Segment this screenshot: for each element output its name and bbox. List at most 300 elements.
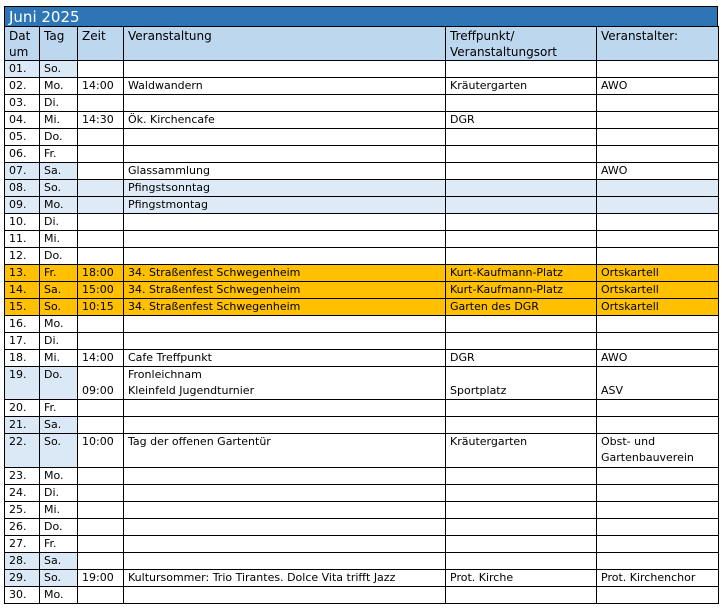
header-tag: Tag <box>40 27 78 61</box>
cell-zeit <box>78 197 124 214</box>
cell-zeit <box>78 129 124 146</box>
date-text: 18. <box>9 351 27 364</box>
cell-ort <box>446 350 597 367</box>
cell-veranstalter <box>597 502 719 519</box>
cell-tag <box>40 536 78 553</box>
cell-veranstalter <box>597 400 719 417</box>
table-row <box>5 61 719 78</box>
table-row <box>5 248 719 265</box>
cell-veranstalter <box>597 570 719 587</box>
organizer-text: Prot. Kirchenchor <box>601 571 696 584</box>
cell-datum <box>5 468 40 485</box>
cell-tag <box>40 214 78 231</box>
cell-ort <box>446 468 597 485</box>
cell-veranstalter <box>597 468 719 485</box>
cell-ort <box>446 248 597 265</box>
weekday-text: Mo. <box>44 588 64 601</box>
date-text: 26. <box>9 520 27 533</box>
cell-veranstalter <box>597 61 719 78</box>
cell-veranstaltung <box>124 434 446 468</box>
weekday-text: Di. <box>44 486 60 499</box>
cell-veranstaltung <box>124 316 446 333</box>
cell-zeit <box>78 265 124 282</box>
cell-datum <box>5 400 40 417</box>
weekday-text: Mo. <box>44 317 64 330</box>
cell-tag <box>40 553 78 570</box>
date-text: 09. <box>9 198 27 211</box>
date-text: 10. <box>9 215 27 228</box>
cell-zeit <box>78 61 124 78</box>
organizer-text: Obst- und <box>601 435 656 448</box>
cell-veranstalter <box>597 536 719 553</box>
cell-veranstaltung <box>124 146 446 163</box>
cell-datum <box>5 282 40 299</box>
table-row <box>5 587 719 604</box>
table-row <box>5 350 719 367</box>
cell-veranstaltung <box>124 536 446 553</box>
cell-datum <box>5 485 40 502</box>
cell-veranstaltung <box>124 519 446 536</box>
cell-tag <box>40 400 78 417</box>
cell-datum <box>5 248 40 265</box>
cell-tag <box>40 146 78 163</box>
cell-datum <box>5 146 40 163</box>
table-row <box>5 434 719 468</box>
date-text: 07. <box>9 164 27 177</box>
cell-tag <box>40 61 78 78</box>
cell-ort <box>446 265 597 282</box>
cell-datum <box>5 265 40 282</box>
organizer-text: AWO <box>601 79 628 92</box>
weekday-text: Sa. <box>44 418 62 431</box>
date-text: 12. <box>9 249 27 262</box>
cell-zeit <box>78 180 124 197</box>
event-text: Waldwandern <box>128 79 203 92</box>
date-text: 13. <box>9 266 27 279</box>
weekday-text: Mi. <box>44 113 61 126</box>
date-text: 14. <box>9 283 27 296</box>
event-text: Glassammlung <box>128 164 210 177</box>
cell-zeit <box>78 78 124 95</box>
cell-tag <box>40 282 78 299</box>
table-row <box>5 519 719 536</box>
date-text: 29. <box>9 571 27 584</box>
table-row <box>5 400 719 417</box>
table-row <box>5 146 719 163</box>
cell-zeit <box>78 502 124 519</box>
organizer-text: AWO <box>601 351 628 364</box>
table-row <box>5 570 719 587</box>
time-text: 14:00 <box>82 351 114 364</box>
cell-zeit <box>78 299 124 316</box>
cell-zeit <box>78 163 124 180</box>
cell-ort <box>446 78 597 95</box>
cell-veranstalter <box>597 485 719 502</box>
cell-veranstaltung <box>124 333 446 350</box>
event-text: Ök. Kirchencafe <box>128 113 215 126</box>
cell-datum <box>5 333 40 350</box>
date-text: 19. <box>9 368 27 381</box>
table-row <box>5 214 719 231</box>
weekday-text: Mo. <box>44 198 64 211</box>
cell-ort <box>446 485 597 502</box>
calendar-sheet <box>4 6 718 604</box>
cell-tag <box>40 333 78 350</box>
weekday-text: Mi. <box>44 351 61 364</box>
cell-veranstaltung <box>124 265 446 282</box>
spacer <box>82 367 119 383</box>
cell-datum <box>5 434 40 468</box>
cell-veranstaltung <box>124 553 446 570</box>
cell-veranstalter <box>597 350 719 367</box>
cell-tag <box>40 519 78 536</box>
cell-veranstaltung <box>124 95 446 112</box>
cell-ort <box>446 502 597 519</box>
cell-zeit <box>78 367 124 400</box>
cell-zeit <box>78 248 124 265</box>
weekday-text: Do. <box>44 368 63 381</box>
cell-tag <box>40 180 78 197</box>
cell-tag <box>40 231 78 248</box>
cell-datum <box>5 231 40 248</box>
cell-ort <box>446 95 597 112</box>
cell-veranstalter <box>597 265 719 282</box>
cell-ort <box>446 61 597 78</box>
cell-veranstaltung <box>124 282 446 299</box>
cell-zeit <box>78 553 124 570</box>
weekday-text: Di. <box>44 215 60 228</box>
time-text: 10:00 <box>82 435 114 448</box>
location-text: Kurt-Kaufmann-Platz <box>450 283 563 296</box>
date-text: 27. <box>9 537 27 550</box>
header-datum: Dat um <box>5 27 40 61</box>
cell-veranstalter <box>597 367 719 400</box>
cell-zeit <box>78 146 124 163</box>
date-text: 22. <box>9 435 27 448</box>
cell-ort <box>446 434 597 468</box>
date-text: 15. <box>9 300 27 313</box>
table-row <box>5 417 719 434</box>
weekday-text: Mi. <box>44 232 61 245</box>
cell-ort <box>446 146 597 163</box>
time-text: 09:00 <box>82 384 114 397</box>
event-rows <box>5 61 719 604</box>
cell-datum <box>5 367 40 400</box>
location-text: Kräutergarten <box>450 79 528 92</box>
cell-veranstalter <box>597 163 719 180</box>
cell-veranstalter <box>597 316 719 333</box>
table-row <box>5 367 719 400</box>
cell-datum <box>5 570 40 587</box>
weekday-text: So. <box>44 435 62 448</box>
organizer-text: Ortskartell <box>601 300 659 313</box>
cell-ort <box>446 282 597 299</box>
event-text: Kultursommer: Trio Tirantes. Dolce Vita trifft Jazz <box>128 571 396 584</box>
table-row <box>5 265 719 282</box>
organizer-text: Ortskartell <box>601 266 659 279</box>
table-row <box>5 316 719 333</box>
date-text: 20. <box>9 401 27 414</box>
cell-veranstaltung <box>124 78 446 95</box>
cell-zeit <box>78 485 124 502</box>
cell-veranstaltung <box>124 587 446 604</box>
cell-veranstaltung <box>124 112 446 129</box>
table-row <box>5 231 719 248</box>
cell-veranstalter <box>597 95 719 112</box>
header-row <box>5 27 719 61</box>
cell-tag <box>40 197 78 214</box>
event-text: Fronleichnam <box>128 368 202 381</box>
weekday-text: Mo. <box>44 79 64 92</box>
date-text: 25. <box>9 503 27 516</box>
cell-tag <box>40 570 78 587</box>
cell-ort <box>446 553 597 570</box>
weekday-text: Sa. <box>44 554 62 567</box>
location-text: DGR <box>450 351 475 364</box>
cell-tag <box>40 163 78 180</box>
cell-zeit <box>78 231 124 248</box>
event-text: Pfingstsonntag <box>128 181 211 194</box>
cell-veranstaltung <box>124 231 446 248</box>
time-text: 15:00 <box>82 283 114 296</box>
location-text: Prot. Kirche <box>450 571 514 584</box>
weekday-text: Fr. <box>44 401 57 414</box>
cell-veranstaltung <box>124 468 446 485</box>
cell-veranstaltung <box>124 350 446 367</box>
table-row <box>5 485 719 502</box>
cell-veranstaltung <box>124 163 446 180</box>
cell-tag <box>40 587 78 604</box>
cell-tag <box>40 434 78 468</box>
weekday-text: Sa. <box>44 164 62 177</box>
cell-veranstaltung <box>124 197 446 214</box>
cell-zeit <box>78 536 124 553</box>
cell-veranstalter <box>597 129 719 146</box>
date-text: 16. <box>9 317 27 330</box>
date-text: 01. <box>9 62 27 75</box>
table-row <box>5 282 719 299</box>
cell-veranstaltung <box>124 180 446 197</box>
cell-zeit <box>78 468 124 485</box>
weekday-text: So. <box>44 300 62 313</box>
organizer-text-secondary: Gartenbauverein <box>601 451 694 464</box>
cell-veranstaltung <box>124 367 446 400</box>
cell-tag <box>40 129 78 146</box>
table-row <box>5 163 719 180</box>
weekday-text: So. <box>44 181 62 194</box>
location-text: DGR <box>450 113 475 126</box>
cell-datum <box>5 536 40 553</box>
cell-datum <box>5 129 40 146</box>
cell-ort <box>446 231 597 248</box>
cell-datum <box>5 163 40 180</box>
table-row <box>5 95 719 112</box>
event-text: Pfingstmontag <box>128 198 209 211</box>
table-row <box>5 502 719 519</box>
cell-datum <box>5 95 40 112</box>
weekday-text: Do. <box>44 520 63 533</box>
date-text: 28. <box>9 554 27 567</box>
cell-tag <box>40 502 78 519</box>
table-row <box>5 536 719 553</box>
header-veranstalter: Veranstalter: <box>597 27 719 61</box>
cell-veranstalter <box>597 180 719 197</box>
weekday-text: Fr. <box>44 266 57 279</box>
cell-veranstaltung <box>124 299 446 316</box>
cell-datum <box>5 502 40 519</box>
cell-veranstaltung <box>124 570 446 587</box>
date-text: 05. <box>9 130 27 143</box>
cell-veranstaltung <box>124 129 446 146</box>
cell-zeit <box>78 214 124 231</box>
event-table <box>4 26 719 604</box>
cell-datum <box>5 214 40 231</box>
date-text: 04. <box>9 113 27 126</box>
cell-zeit <box>78 570 124 587</box>
table-row <box>5 197 719 214</box>
cell-tag <box>40 468 78 485</box>
event-text: 34. Straßenfest Schwegenheim <box>128 300 301 313</box>
cell-veranstalter <box>597 299 719 316</box>
cell-veranstalter <box>597 587 719 604</box>
cell-datum <box>5 350 40 367</box>
date-text: 17. <box>9 334 27 347</box>
event-text: 34. Straßenfest Schwegenheim <box>128 283 301 296</box>
date-text: 03. <box>9 96 27 109</box>
weekday-text: Do. <box>44 249 63 262</box>
cell-veranstalter <box>597 434 719 468</box>
cell-veranstalter <box>597 248 719 265</box>
weekday-text: Mi. <box>44 503 61 516</box>
weekday-text: Fr. <box>44 147 57 160</box>
cell-ort <box>446 316 597 333</box>
cell-ort <box>446 214 597 231</box>
table-row <box>5 333 719 350</box>
cell-datum <box>5 180 40 197</box>
cell-veranstalter <box>597 112 719 129</box>
weekday-text: Do. <box>44 130 63 143</box>
location-text: Sportplatz <box>450 384 507 397</box>
cell-veranstaltung <box>124 248 446 265</box>
cell-veranstalter <box>597 282 719 299</box>
date-text: 24. <box>9 486 27 499</box>
cell-veranstaltung <box>124 417 446 434</box>
cell-veranstaltung <box>124 502 446 519</box>
time-text: 18:00 <box>82 266 114 279</box>
weekday-text: Mo. <box>44 469 64 482</box>
weekday-text: Di. <box>44 334 60 347</box>
weekday-text: Fr. <box>44 537 57 550</box>
organizer-text: Ortskartell <box>601 283 659 296</box>
table-row <box>5 129 719 146</box>
header-ort: Treffpunkt/ Veranstaltungsort <box>446 27 597 61</box>
cell-ort <box>446 129 597 146</box>
cell-veranstalter <box>597 78 719 95</box>
cell-tag <box>40 112 78 129</box>
cell-veranstalter <box>597 146 719 163</box>
table-row <box>5 553 719 570</box>
cell-zeit <box>78 417 124 434</box>
date-text: 30. <box>9 588 27 601</box>
cell-ort <box>446 112 597 129</box>
cell-tag <box>40 95 78 112</box>
cell-veranstalter <box>597 214 719 231</box>
cell-zeit <box>78 316 124 333</box>
cell-zeit <box>78 434 124 468</box>
cell-zeit <box>78 95 124 112</box>
cell-veranstalter <box>597 333 719 350</box>
month-title: Juni 2025 <box>4 6 718 26</box>
cell-datum <box>5 587 40 604</box>
cell-ort <box>446 536 597 553</box>
cell-tag <box>40 265 78 282</box>
cell-ort <box>446 333 597 350</box>
location-text: Kurt-Kaufmann-Platz <box>450 266 563 279</box>
time-text: 10:15 <box>82 300 114 313</box>
cell-veranstalter <box>597 553 719 570</box>
date-text: 23. <box>9 469 27 482</box>
time-text: 14:30 <box>82 113 114 126</box>
spacer <box>601 367 714 383</box>
date-text: 21. <box>9 418 27 431</box>
event-text: 34. Straßenfest Schwegenheim <box>128 266 301 279</box>
table-row <box>5 299 719 316</box>
header-veranstaltung: Veranstaltung <box>124 27 446 61</box>
cell-tag <box>40 299 78 316</box>
cell-ort <box>446 299 597 316</box>
cell-tag <box>40 417 78 434</box>
cell-ort <box>446 197 597 214</box>
weekday-text: Sa. <box>44 283 62 296</box>
location-text: Garten des DGR <box>450 300 539 313</box>
event-text: Cafe Treffpunkt <box>128 351 212 364</box>
cell-veranstalter <box>597 197 719 214</box>
cell-zeit <box>78 400 124 417</box>
cell-tag <box>40 367 78 400</box>
header-zeit: Zeit <box>78 27 124 61</box>
cell-veranstaltung <box>124 214 446 231</box>
cell-datum <box>5 299 40 316</box>
cell-zeit <box>78 282 124 299</box>
time-text: 14:00 <box>82 79 114 92</box>
date-text: 11. <box>9 232 27 245</box>
weekday-text: So. <box>44 571 62 584</box>
cell-zeit <box>78 112 124 129</box>
location-text: Kräutergarten <box>450 435 528 448</box>
cell-datum <box>5 197 40 214</box>
cell-datum <box>5 112 40 129</box>
cell-zeit <box>78 519 124 536</box>
cell-ort <box>446 367 597 400</box>
organizer-text: AWO <box>601 164 628 177</box>
table-row <box>5 112 719 129</box>
cell-ort <box>446 519 597 536</box>
cell-veranstalter <box>597 519 719 536</box>
date-text: 08. <box>9 181 27 194</box>
organizer-text: ASV <box>601 384 624 397</box>
cell-tag <box>40 316 78 333</box>
cell-datum <box>5 553 40 570</box>
cell-ort <box>446 587 597 604</box>
spacer <box>450 367 592 383</box>
cell-datum <box>5 78 40 95</box>
cell-zeit <box>78 333 124 350</box>
cell-tag <box>40 350 78 367</box>
cell-veranstalter <box>597 417 719 434</box>
cell-tag <box>40 78 78 95</box>
cell-datum <box>5 417 40 434</box>
weekday-text: Di. <box>44 96 60 109</box>
